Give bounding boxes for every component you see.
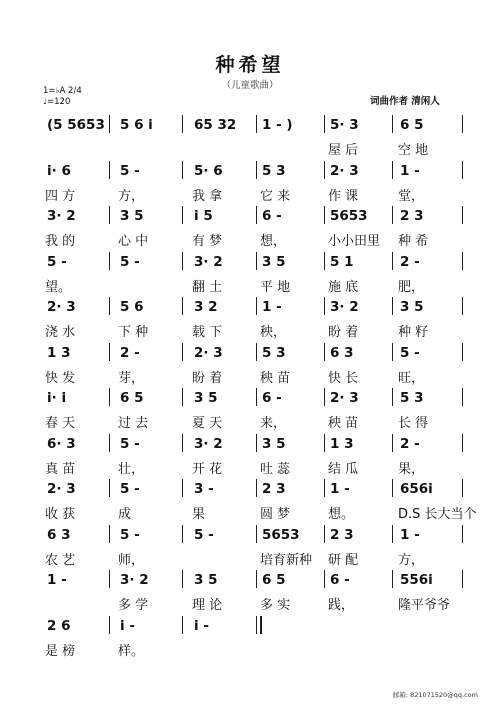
measure-lyrics: 样。 <box>118 643 145 659</box>
measure-notes: 5 1 <box>330 253 354 270</box>
notation-row <box>0 254 500 270</box>
measure-lyrics: 作 课 <box>328 188 359 204</box>
measure-notes: 1 - <box>330 481 350 497</box>
measure-notes: 5653 <box>330 208 368 224</box>
measure-notes: 5 6 i <box>120 117 153 133</box>
measure-notes: 2 3 <box>262 481 286 497</box>
notation-row <box>0 163 500 179</box>
measure-notes: 6· 3 <box>47 435 76 452</box>
measure-lyrics: 望。 <box>45 279 72 295</box>
lyrics-row <box>0 640 500 659</box>
measure-lyrics: 想。 <box>328 507 355 522</box>
measure-notes: 5 - <box>120 435 140 452</box>
notation-row <box>0 481 500 497</box>
measure-lyrics: 堂， <box>398 188 425 204</box>
measure-lyrics: 果 <box>192 507 206 522</box>
measure-notes: 5 - <box>120 526 140 543</box>
measure-lyrics: 开 花 <box>192 461 223 477</box>
measure-lyrics: 践， <box>328 598 355 613</box>
measure-notes: 6 - <box>262 208 282 224</box>
measure-lyrics: 真 苗 <box>45 461 76 477</box>
lyrics-row <box>0 458 500 477</box>
measure-lyrics: 种 籽 <box>398 325 429 340</box>
measure-lyrics: 四 方 <box>45 188 76 204</box>
measure-notes: i 5 <box>194 208 213 224</box>
measure-lyrics: 结 瓜 <box>328 461 359 477</box>
lyrics-row <box>0 185 500 204</box>
measure-lyrics: 秧 苗 <box>328 416 359 431</box>
measure-notes: 1 - <box>400 162 420 179</box>
measure-notes: 3 5 <box>194 572 218 588</box>
measure-notes: 2· 3 <box>47 481 76 497</box>
page-title: 种希望 <box>215 54 285 76</box>
measure-notes: 6 5 <box>262 572 286 588</box>
measure-notes: 5 3 <box>400 390 424 406</box>
measure-lyrics: 我 拿 <box>192 188 223 204</box>
measure-notes: 556i <box>400 572 433 588</box>
notation-row <box>0 208 500 224</box>
measure-notes: i - <box>194 617 209 634</box>
measure-lyrics: 长 得 <box>398 416 429 431</box>
measure-lyrics: 理 论 <box>192 598 223 613</box>
lyrics-row <box>0 367 500 386</box>
measure-notes: 5· 6 <box>194 162 223 179</box>
measure-notes: 1 - ) <box>262 117 293 133</box>
measure-lyrics: 多 学 <box>118 598 149 613</box>
measure-lyrics: 成 <box>118 507 132 522</box>
measure-notes: 6 3 <box>330 344 354 361</box>
lyrics-row <box>0 549 500 568</box>
measure-lyrics: 农 艺 <box>45 552 76 568</box>
measure-notes: 1 3 <box>330 435 354 452</box>
measure-notes: 5 - <box>120 481 140 497</box>
lyrics-row <box>0 412 500 431</box>
measure-notes: 656i <box>400 481 433 497</box>
measure-notes: 3· 2 <box>47 208 76 224</box>
measure-notes: 3· 2 <box>120 572 149 588</box>
notation-row <box>0 436 500 452</box>
notation-row <box>0 572 500 588</box>
measure-lyrics: 师， <box>118 552 145 568</box>
measure-notes: 1 - <box>47 572 67 588</box>
measure-notes: 1 - <box>262 299 282 315</box>
measure-lyrics: 盼 着 <box>192 370 223 386</box>
notation-row <box>0 618 500 634</box>
measure-lyrics: D.S 长大当个 <box>398 507 477 522</box>
measure-lyrics: 收 获 <box>45 507 76 522</box>
measure-lyrics: 是 榜 <box>45 643 76 659</box>
measure-notes: 2 6 <box>47 617 71 634</box>
measure-notes: 3· 2 <box>330 299 359 315</box>
lyrics-row <box>0 503 500 522</box>
measure-notes: 5 3 <box>262 162 286 179</box>
key-label: 1=♭A 2/4 <box>43 86 82 96</box>
measure-lyrics: 盼 着 <box>328 325 359 340</box>
measure-notes: 5 - <box>47 253 67 270</box>
measure-notes: 65 32 <box>194 117 237 133</box>
measure-notes: 3· 2 <box>194 253 223 270</box>
measure-lyrics: 有 梦 <box>192 234 223 249</box>
measure-notes: 5 6 <box>120 299 144 315</box>
measure-notes: 1 3 <box>47 344 71 361</box>
measure-lyrics: 秧， <box>260 325 287 340</box>
measure-lyrics: 快 发 <box>45 370 76 386</box>
measure-lyrics: 翻 土 <box>192 279 223 295</box>
lyrics-row <box>0 594 500 613</box>
notation-row <box>0 345 500 361</box>
measure-lyrics: 吐 蕊 <box>260 461 291 477</box>
measure-lyrics: 空 地 <box>398 143 429 158</box>
author-credit: 词曲作者 清闲人 <box>370 96 440 107</box>
measure-notes: 2 - <box>400 253 420 270</box>
measure-notes: 3 - <box>194 481 214 497</box>
measure-lyrics: 下 种 <box>118 325 149 340</box>
measure-notes: 2 3 <box>400 208 424 224</box>
measure-lyrics: 培育新种 <box>260 552 313 568</box>
measure-notes: 2· 3 <box>47 299 76 315</box>
final-barline <box>256 616 262 634</box>
measure-notes: 5 - <box>120 253 140 270</box>
measure-lyrics: 我 的 <box>45 234 76 249</box>
measure-notes: 5 3 <box>262 344 286 361</box>
measure-lyrics: 方， <box>118 188 145 204</box>
measure-notes: 2 - <box>120 344 140 361</box>
lyrics-row <box>0 276 500 295</box>
measure-lyrics: 隆平爷爷 <box>398 598 451 613</box>
measure-notes: 3· 2 <box>194 435 223 452</box>
measure-notes: 3 5 <box>262 435 286 452</box>
measure-lyrics: 载 下 <box>192 325 223 340</box>
measure-lyrics: 夏 天 <box>192 416 223 431</box>
measure-notes: i· 6 <box>47 162 71 179</box>
measure-lyrics: 研 配 <box>328 552 359 568</box>
measure-notes: 2· 3 <box>194 344 223 361</box>
measure-notes: 2 3 <box>330 526 354 543</box>
measure-lyrics: 种 希 <box>398 234 429 249</box>
measure-notes: 5653 <box>262 526 300 543</box>
measure-lyrics: 它 来 <box>260 188 291 204</box>
notation-row <box>0 390 500 406</box>
measure-lyrics: 想， <box>260 234 287 249</box>
measure-notes: 1 - <box>400 526 420 543</box>
measure-notes: (5 5653 <box>47 117 105 133</box>
measure-notes: 6 - <box>262 390 282 406</box>
measure-notes: 3 5 <box>194 390 218 406</box>
measure-notes: 6 5 <box>400 117 424 133</box>
measure-lyrics: 屋 后 <box>328 143 359 158</box>
notation-row <box>0 299 500 315</box>
measure-notes: 6 5 <box>120 390 144 406</box>
measure-lyrics: 快 长 <box>328 370 359 386</box>
measure-notes: 3 5 <box>400 299 424 315</box>
measure-notes: 5· 3 <box>330 117 359 133</box>
measure-lyrics: 心 中 <box>118 234 149 249</box>
page-subtitle: （儿童歌曲） <box>221 80 279 91</box>
measure-notes: 2· 3 <box>330 390 359 406</box>
measure-notes: i - <box>120 617 135 634</box>
measure-lyrics: 来， <box>260 416 287 431</box>
measure-lyrics: 果， <box>398 461 425 477</box>
measure-notes: i· i <box>47 390 67 406</box>
measure-lyrics: 肥， <box>398 279 425 295</box>
measure-notes: 5 - <box>120 162 140 179</box>
measure-notes: 2 - <box>400 435 420 452</box>
measure-lyrics: 方， <box>398 552 425 568</box>
measure-lyrics: 旺， <box>398 370 425 386</box>
measure-notes: 6 - <box>330 572 350 588</box>
measure-lyrics: 过 去 <box>118 416 149 431</box>
measure-notes: 3 5 <box>120 208 144 224</box>
measure-lyrics: 施 底 <box>328 279 359 295</box>
key-signature <box>43 86 82 108</box>
measure-lyrics: 春 天 <box>45 416 76 431</box>
measure-notes: 3 2 <box>194 299 218 315</box>
footer-contact: 邮箱: 821071520@qq.com <box>392 691 478 699</box>
lyrics-row <box>0 230 500 249</box>
measure-lyrics: 浇 水 <box>45 325 76 340</box>
notation-row <box>0 527 500 543</box>
measure-notes: 5 - <box>194 526 214 543</box>
measure-lyrics: 多 实 <box>260 598 291 613</box>
measure-lyrics: 秧 苗 <box>260 370 291 386</box>
measure-lyrics: 小小田里 <box>328 234 381 249</box>
measure-notes: 6 3 <box>47 526 71 543</box>
measure-lyrics: 平 地 <box>260 279 291 295</box>
lyrics-row <box>0 321 500 340</box>
measure-notes: 5 - <box>400 344 420 361</box>
measure-lyrics: 圆 梦 <box>260 507 291 522</box>
measure-lyrics: 壮， <box>118 461 145 477</box>
notation-row <box>0 117 500 133</box>
tempo-label: ♩=120 <box>43 97 71 107</box>
measure-lyrics: 芽， <box>118 370 145 386</box>
lyrics-row <box>0 139 500 158</box>
measure-notes: 3 5 <box>262 253 286 270</box>
measure-notes: 2· 3 <box>330 162 359 179</box>
